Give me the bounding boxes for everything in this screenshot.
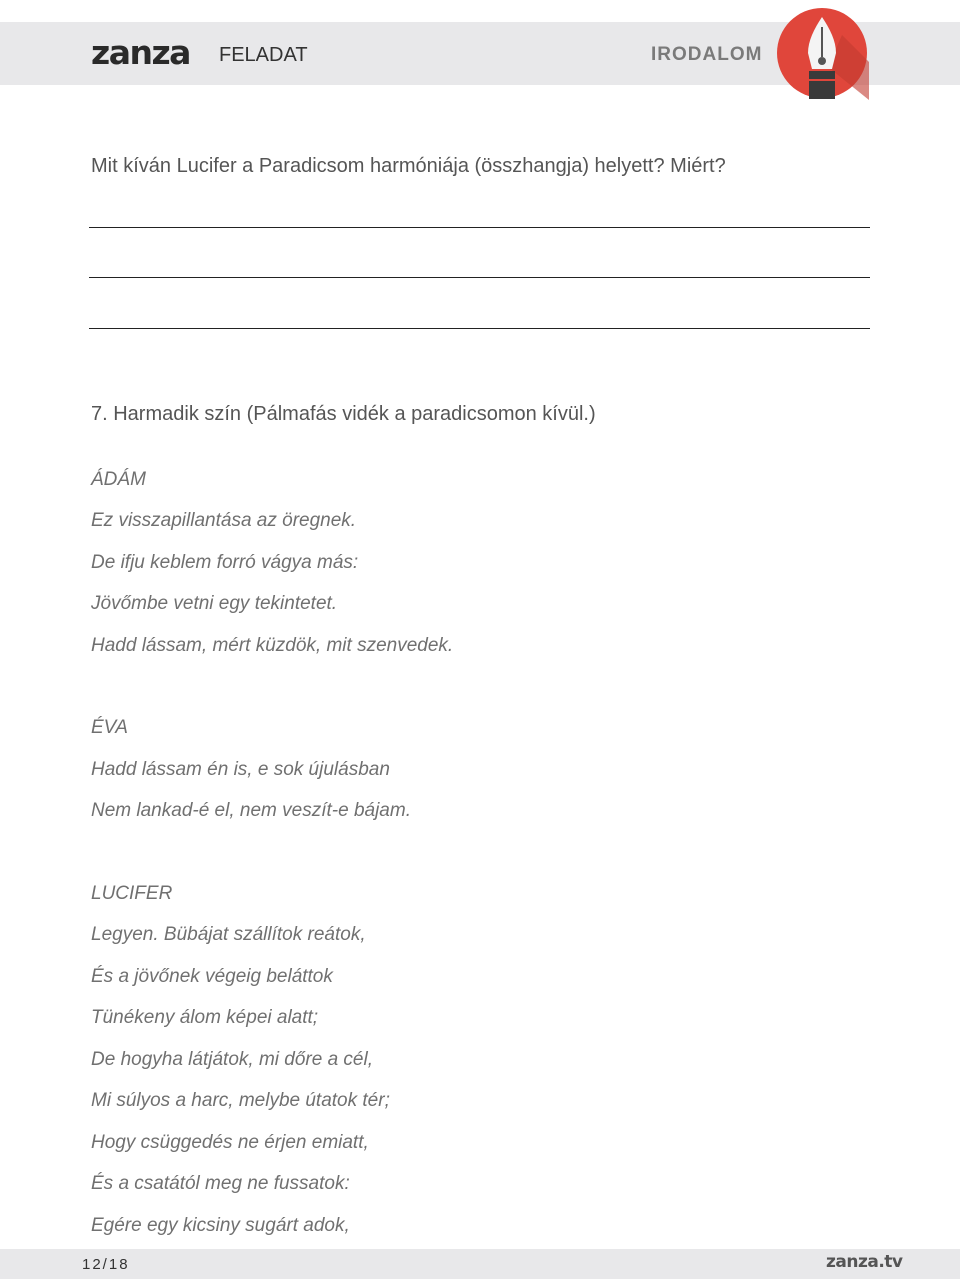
poem-line: És a csatától meg ne fussatok: (91, 1173, 350, 1194)
poem-line: De hogyha látjátok, mi dőre a cél, (91, 1049, 373, 1070)
speaker-name: ÁDÁM (91, 469, 146, 490)
poem-line: Jövőmbe vetni egy tekintetet. (91, 593, 338, 614)
poem-line: Hogy csüggedés ne érjen emiatt, (91, 1132, 369, 1153)
answer-line (89, 328, 870, 329)
fountain-pen-icon (776, 7, 869, 100)
section-title: 7. Harmadik szín (Pálmafás vidék a paradicsomon kívül.) (91, 403, 596, 425)
poem-line: Egére egy kicsiny sugárt adok, (91, 1215, 350, 1236)
question-text: Mit kíván Lucifer a Paradicsom harmóniája (összhangja) helyett? Miért? (91, 155, 726, 177)
poem-line: De ifju keblem forró vágya más: (91, 552, 359, 573)
poem-line: És a jövőnek végeig beláttok (91, 966, 333, 987)
header-label: FELADAT (219, 44, 308, 66)
poem-line: Legyen. Bübájat szállítok reátok, (91, 924, 366, 945)
poem-line: Ez visszapillantása az öregnek. (91, 510, 357, 531)
poem-line: Nem lankad-é el, nem veszít-e bájam. (91, 800, 411, 821)
zanza-tv-logo: zanza.tv (826, 1252, 903, 1272)
page-number: 12/18 (82, 1256, 130, 1273)
poem-line: Hadd lássam én is, e sok újulásban (91, 759, 390, 780)
answer-line (89, 277, 870, 278)
page-footer (0, 1249, 960, 1279)
poem-line: Tünékeny álom képei alatt; (91, 1007, 319, 1028)
speaker-name: LUCIFER (91, 883, 173, 904)
poem-line: Mi súlyos a harc, melybe útatok tér; (91, 1090, 390, 1111)
zanza-logo: zanza (91, 33, 190, 72)
speaker-name: ÉVA (91, 717, 128, 738)
subject-title: IRODALOM (651, 44, 763, 65)
poem-line: Hadd lássam, mért küzdök, mit szenvedek. (91, 635, 454, 656)
answer-line (89, 227, 870, 228)
